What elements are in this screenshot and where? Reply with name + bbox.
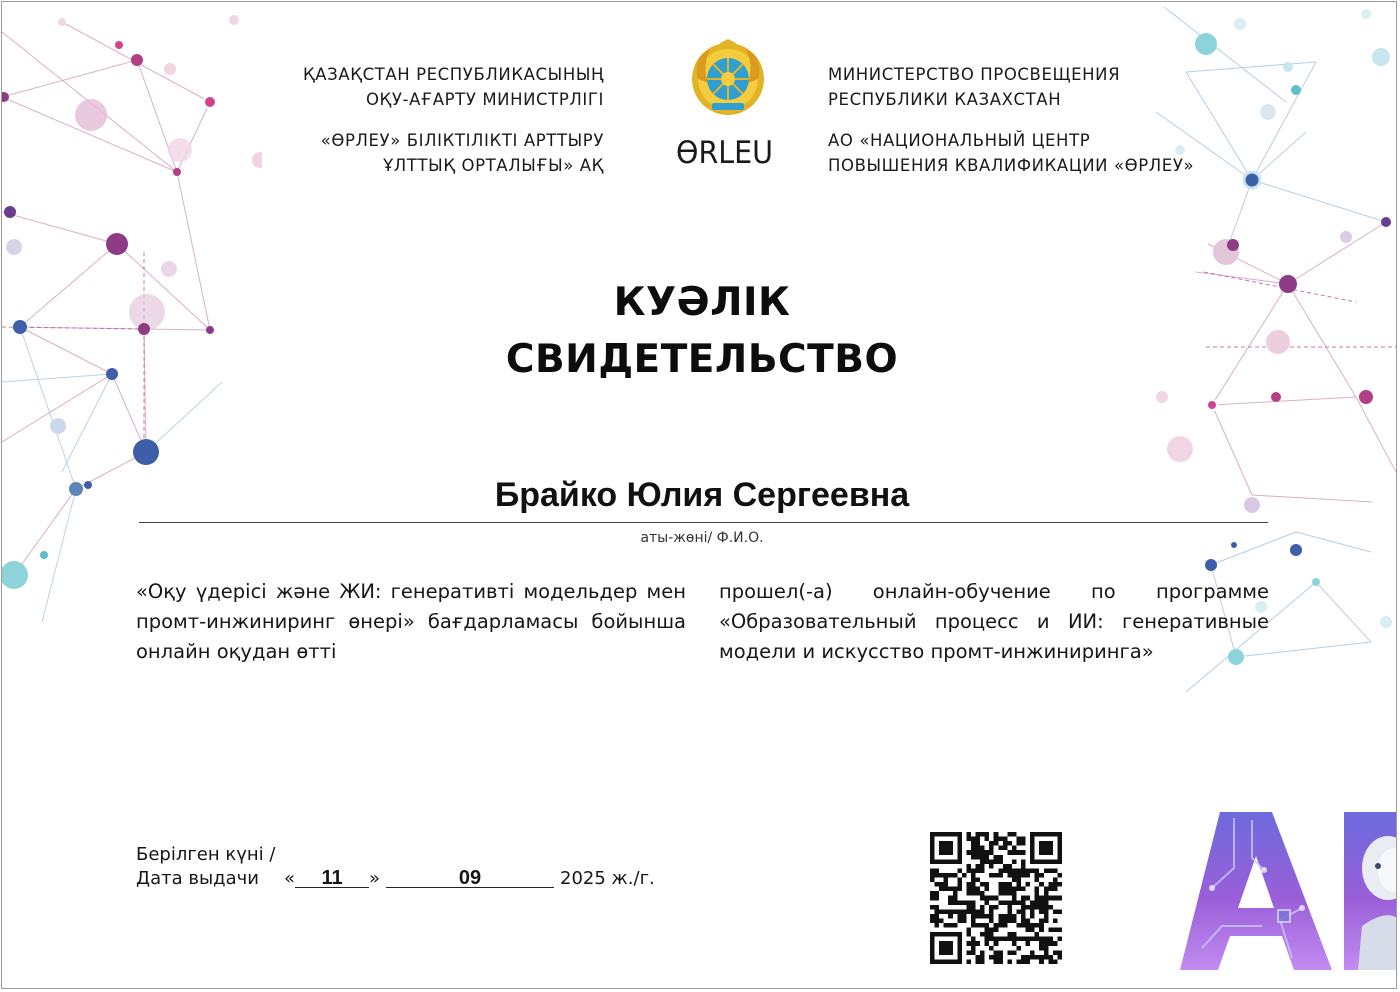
header-ru-line-1: МИНИСТЕРСТВО ПРОСВЕЩЕНИЯ [828,65,1121,84]
header-ru-line-2: РЕСПУБЛИКИ КАЗАХСТАН [828,90,1062,109]
qr-finder-pattern [1032,834,1059,861]
header-ru-line-3: АО «НАЦИОНАЛЬНЫЙ ЦЕНТР [828,131,1091,150]
header-kz-ministry [303,62,604,112]
header-kz-line-3: «ӨРЛЕУ» БІЛІКТІЛІКТІ АРТТЫРУ [320,131,604,150]
name-underline [139,522,1268,523]
issue-year: 2025 ж./г. [560,868,655,889]
ai-logo-art [1172,808,1397,972]
issue-date-row [136,867,655,889]
certificate-title-ru: СВИДЕТЕЛЬСТВО [505,337,899,382]
network-decoration-left [2,2,262,662]
header-ru-line-4: ПОВЫШЕНИЯ КВАЛИФИКАЦИИ «ӨРЛЕУ» [828,156,1195,175]
date-open-quote: « [284,868,296,889]
certificate-title-kz: КУӘЛІК [613,280,791,325]
header-kz-line-4: ҰЛТТЫҚ ОРТАЛЫҒЫ» АҚ [383,156,604,175]
orleu-logo: ӨRLEU [676,135,774,171]
qr-code-icon [930,832,1062,964]
course-text-ru: прошел(-а) онлайн-обучение по программе «Образовательный процесс и ИИ: генеративные модели и искусство промт-инжиниринга» [719,580,1269,663]
recipient-name: Брайко Юлия Сергеевна [494,476,910,514]
issue-date-label-ru: Дата выдачи [136,868,259,889]
qr-finder-pattern [932,834,959,861]
issue-day: 11 [295,867,369,888]
issue-month: 09 [386,867,554,888]
date-close-quote: » [369,868,381,889]
qr-finder-pattern [932,934,959,961]
header-ru-ministry [828,62,1120,112]
issue-date-label-kz: Берілген күні / [136,844,276,865]
state-emblem-icon [688,39,768,119]
header-kz-line-1: ҚАЗАҚСТАН РЕСПУБЛИКАСЫНЫҢ [302,65,604,84]
header-kz-center [321,128,604,178]
certificate-page [1,1,1397,989]
header-ru-center [828,128,1194,178]
course-text-kz: «Оқу үдерісі және ЖИ: генеративті модельдер мен промт-инжиниринг өнері» бағдарламасы бойынша онлайн оқудан өтті [136,580,686,663]
recipient-name-caption: аты-жөні/ Ф.И.О. [640,530,764,546]
header-kz-line-2: ОҚУ-АҒАРТУ МИНИСТРЛІГІ [365,90,604,109]
